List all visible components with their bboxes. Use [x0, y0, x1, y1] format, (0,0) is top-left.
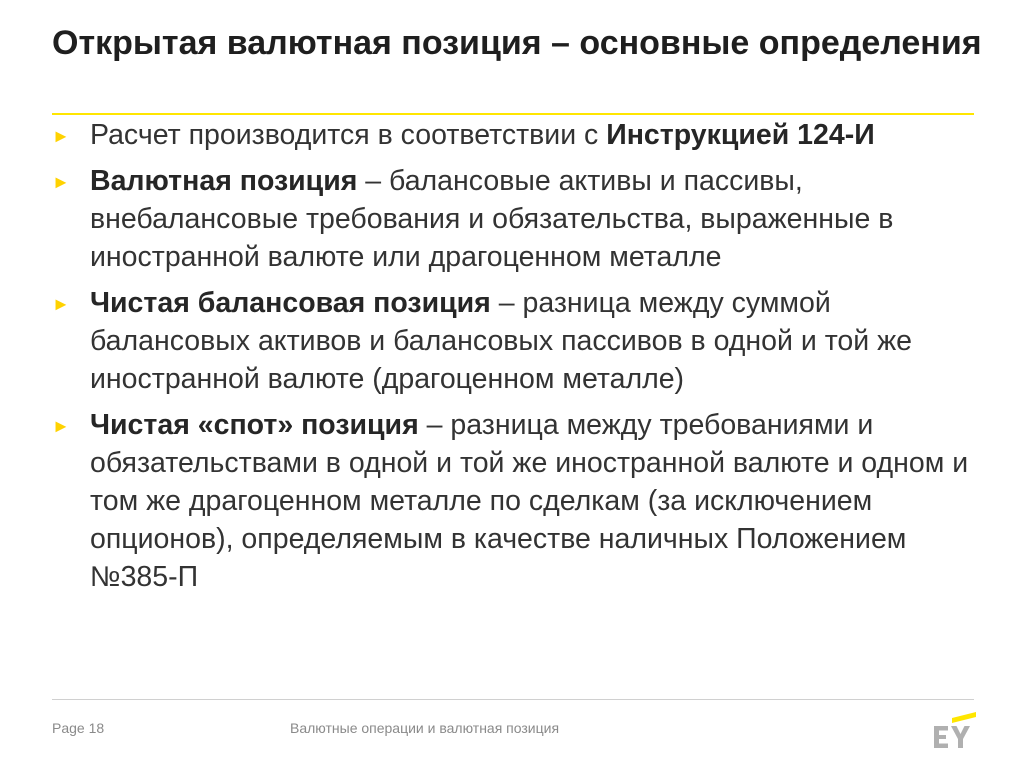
title-underline [52, 113, 974, 115]
page-number: Page 18 [52, 720, 105, 736]
footer-divider [52, 699, 974, 700]
bullet-item [52, 406, 992, 596]
footer-title: Валютные операции и валютная позиция [290, 720, 560, 736]
bullet-item [52, 162, 992, 276]
bullet-text-bold: Валютная позиция [90, 165, 358, 197]
bullet-text-bold: Чистая балансовая позиция [90, 287, 491, 319]
bullet-text-rest: – балансовые активы и пассивы, внебалансовые требования и обязательства, выраженные в иностранной валюте или драгоценном металле [90, 165, 894, 273]
bullet-text-bold: Чистая «спот» позиция [90, 409, 419, 441]
bullet-arrow-icon: ► [52, 126, 70, 146]
bullet-arrow-icon: ► [52, 172, 70, 192]
slide-title: Открытая валютная позиция – основные определения [52, 24, 982, 62]
bullet-text-bold: Инструкцией 124-И [606, 119, 875, 151]
ey-logo-icon [930, 712, 976, 752]
bullet-arrow-icon: ► [52, 416, 70, 436]
bullet-text-rest: – разница между требованиями и обязательствами в одной и той же иностранной валюте и одном и том же драгоценном металле по сделкам (за исключением опционов), определяемым в качестве наличных Положением №385-П [90, 409, 969, 593]
bullet-text-rest: – разница между суммой балансовых активов и балансовых пассивов в одной и той же иностранной валюте (драгоценном металле) [90, 287, 913, 395]
bullet-arrow-icon: ► [52, 294, 70, 314]
bullet-item [52, 284, 992, 398]
bullet-list [52, 116, 992, 604]
bullet-text-lead: Расчет производится в соответствии с [90, 119, 607, 151]
bullet-item [52, 116, 992, 154]
